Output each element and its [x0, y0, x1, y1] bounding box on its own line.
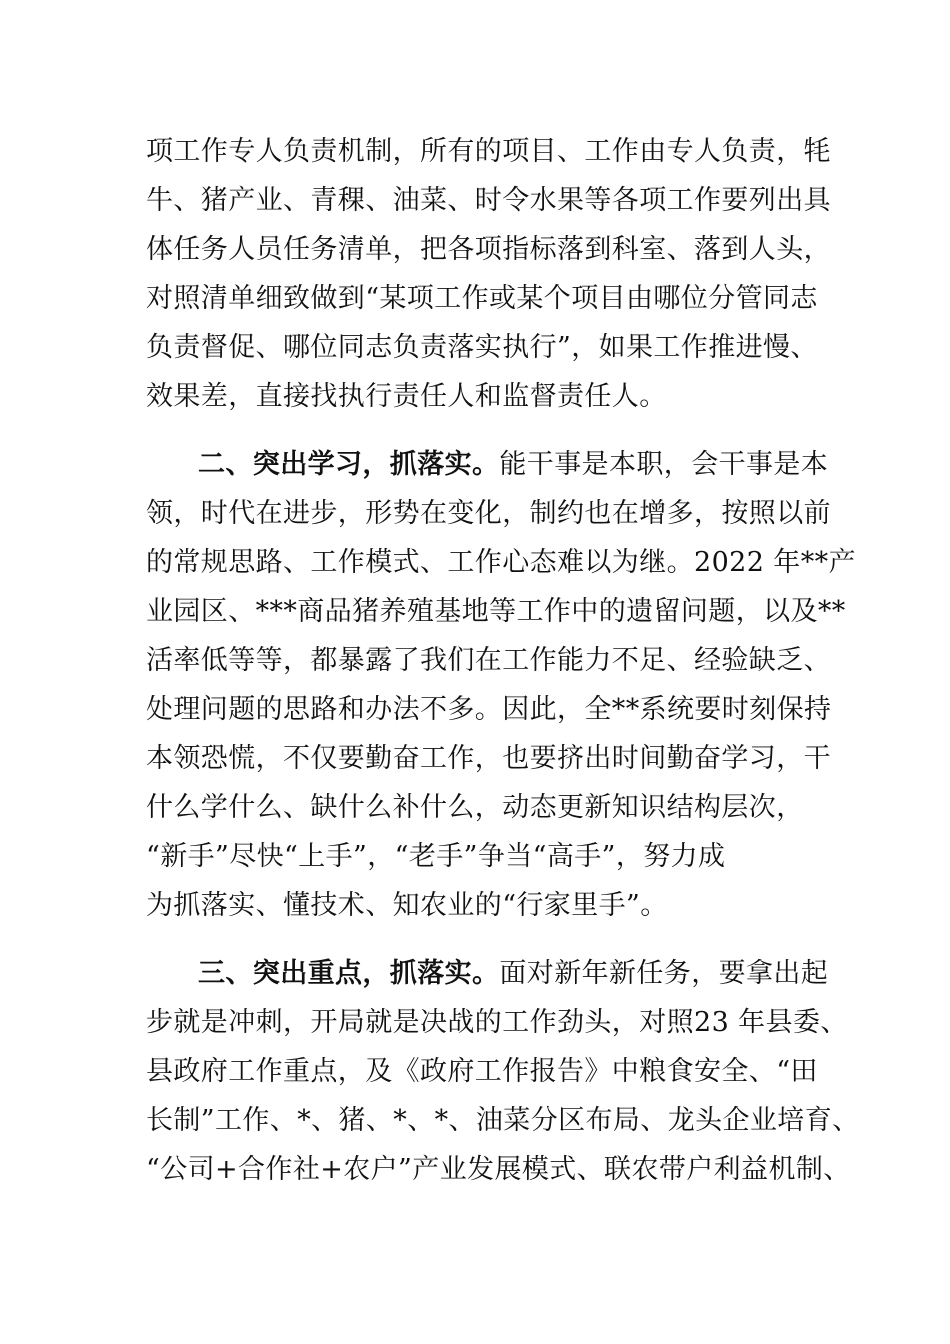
paragraph-line: 为抓落实、懂技术、知农业的“行家里手”。 [146, 890, 668, 921]
paragraph-line: 长制”工作、*、猪、*、*、油菜分区布局、龙头企业培育、 [146, 1105, 860, 1136]
paragraph-line: 什么学什么、缺什么补什么，动态更新知识结构层次， [146, 792, 804, 823]
section-first-line [198, 449, 828, 481]
paragraph-line: 县政府工作重点，及《政府工作报告》中粮食安全、“田 [146, 1056, 818, 1087]
paragraph-line: 领，时代在进步，形势在变化，制约也在增多，按照以前 [146, 498, 831, 529]
section-first-line [198, 958, 828, 990]
paragraph-line: “新手”尽快“上手”，“老手”争当“高手”，努力成 [146, 841, 726, 872]
paragraph-line: 项工作专人负责机制，所有的项目、工作由专人负责，牦 [146, 136, 831, 167]
section-text: 能干事是本职，会干事是本 [499, 449, 829, 480]
paragraph-line: “公司+合作社+农户”产业发展模式、联农带户利益机制、 [146, 1154, 851, 1185]
paragraph-line: 处理问题的思路和办法不多。因此，全**系统要时刻保持 [146, 694, 832, 725]
paragraph-line: 体任务人员任务清单，把各项指标落到科室、落到人头， [146, 234, 831, 265]
section-text: 面对新年新任务，要拿出起 [499, 958, 829, 989]
paragraph-line: 业园区、***商品猪养殖基地等工作中的遗留问题，以及** [146, 596, 846, 627]
paragraph-line: 活率低等等，都暴露了我们在工作能力不足、经验缺乏、 [146, 645, 831, 676]
paragraph-line: 对照清单细致做到“某项工作或某个项目由哪位分管同志 [146, 283, 818, 314]
section-heading: 二、突出学习，抓落实。 [198, 449, 500, 480]
paragraph-line: 本领恐慌，不仅要勤奋工作，也要挤出时间勤奋学习，干 [146, 743, 831, 774]
paragraph-line: 步就是冲刺，开局就是决战的工作劲头，对照23 年县委、 [146, 1007, 848, 1038]
paragraph-line: 负责督促、哪位同志负责落实执行”，如果工作推进慢、 [146, 332, 818, 363]
paragraph-line: 牛、猪产业、青稞、油菜、时令水果等各项工作要列出具 [146, 185, 831, 216]
section-heading: 三、突出重点，抓落实。 [198, 958, 500, 989]
paragraph-line: 效果差，直接找执行责任人和监督责任人。 [146, 381, 667, 412]
paragraph-line: 的常规思路、工作模式、工作心态难以为继。2022 年**产 [146, 547, 856, 578]
